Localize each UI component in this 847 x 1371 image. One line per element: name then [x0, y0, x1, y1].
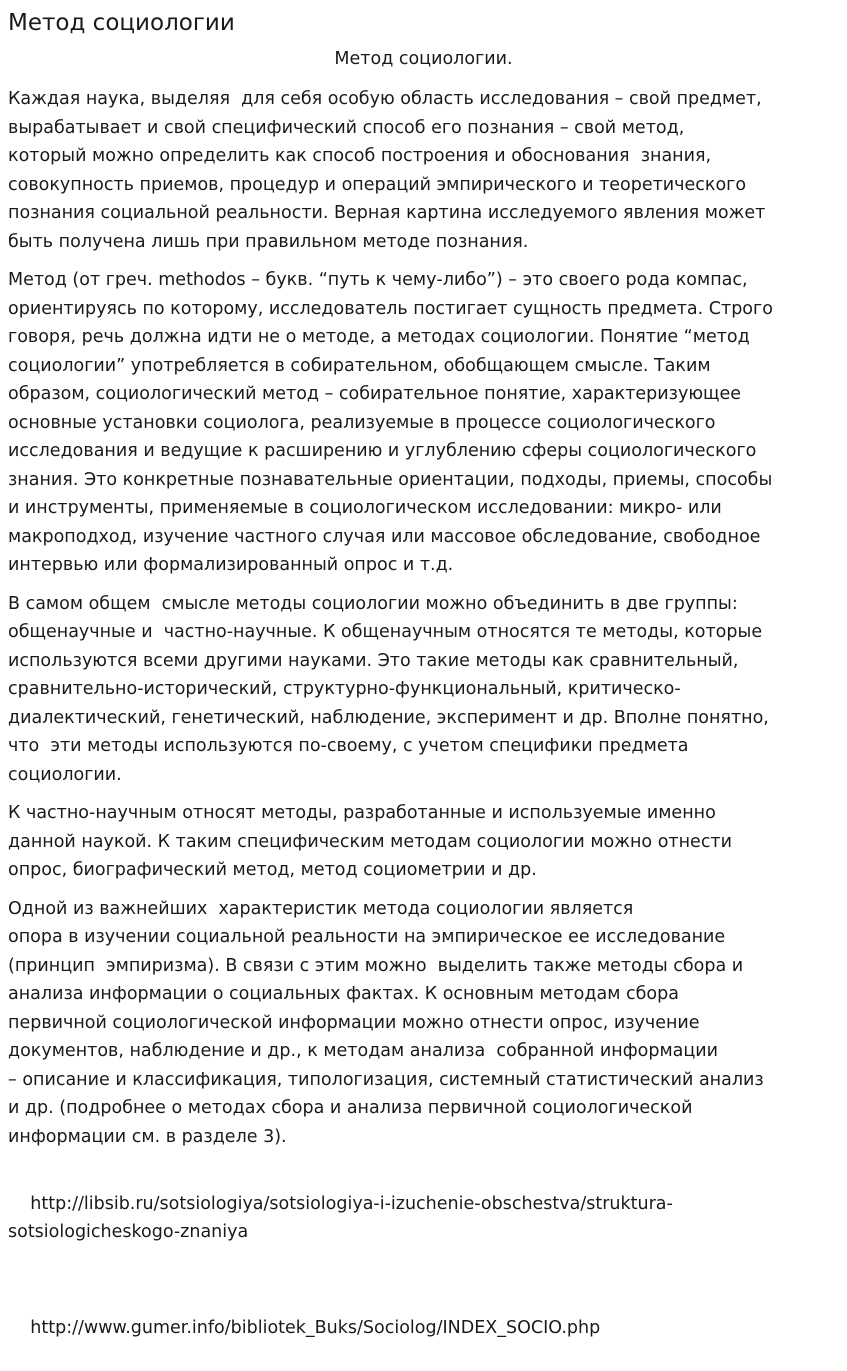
paragraph-general-methods: В самом общем смысле методы социологии можно объединить в две группы: общенаучные и частно-научные. К общенаучным относятся те методы, которые используются всеми другими науками. Это такие методы как сравнительный, сравнительно-исторический, структурно-функциональный, критическо- диалектический, генетический, наблюдение, эксперимент и др. Вполне понятно, что эти методы используются по-своему, с учетом специфики предмета социологии. [8, 593, 769, 785]
page-title: Метод социологии [8, 10, 235, 36]
libsib-link[interactable]: http://libsib.ru/sotsiologiya/sotsiologiya-i-izuchenie-obschestva/struktura- sotsiologicheskogo-znaniya [8, 1193, 673, 1242]
document-subtitle: Метод социологии. [334, 49, 513, 69]
source-link-libsib[interactable] [8, 1161, 839, 1275]
paragraph-method-definition: Метод (от греч. methodos – букв. “путь к чему-либо”) – это своего рода компас, ориентируясь по которому, исследователь постигает сущность предмета. Строго говоря, речь должна идти не о методе, а методах социологии. Понятие “метод социологии” употребляется в собирательном, обобщающем смысле. Таким образом, социологический метод – собирательное понятие, характеризующее основные установки социолога, реализуемые в процессе социологического исследования и ведущие к расширению и углублению сферы социологического знания. Это конкретные познавательные ориентации, подходы, приемы, способы и инструменты, применяемые в социологическом исследовании: микро- или макроподход, изучение частного случая или массовое обследование, свободное интервью или формализированный опрос и т.д. [8, 270, 773, 575]
gumer-link[interactable]: http://www.gumer.info/bibliotek_Buks/Sociolog/INDEX_SOCIO.php [30, 1317, 601, 1338]
paragraph-intro: Каждая наука, выделяя для себя особую область исследования – свой предмет, вырабатывает и свой специфический способ его познания – свой метод, который можно определить как способ построения и обоснования знания, совокупность приемов, процедур и операций эмпирического и теоретического познания социальной реальности. Верная картина исследуемого явления может быть получена лишь при правильном методе познания. [8, 89, 766, 252]
source-link-gumer[interactable] [8, 1285, 839, 1371]
paragraph-empiricism: Одной из важнейших характеристик метода социологии является опора в изучении социальной реальности на эмпирическое ее исследование (принцип эмпиризма). В связи с этим можно выделить также методы сбора и анализа информации о социальных фактах. К основным методам сбора первичной социологической информации можно отнести опрос, изучение документов, наблюдение и др., к методам анализа собранной информации – описание и классификация, типологизация, системный статистический анализ и др. (подробнее о методах сбора и анализа первичной социологической информации см. в разделе 3). [8, 898, 764, 1147]
paragraph-specific-methods: К частно-научным относят методы, разработанные и используемые именно данной наукой. К таким специфическим методам социологии можно отнести опрос, биографический метод, метод социометрии и др. [8, 803, 733, 880]
document-page [0, 9, 847, 1371]
